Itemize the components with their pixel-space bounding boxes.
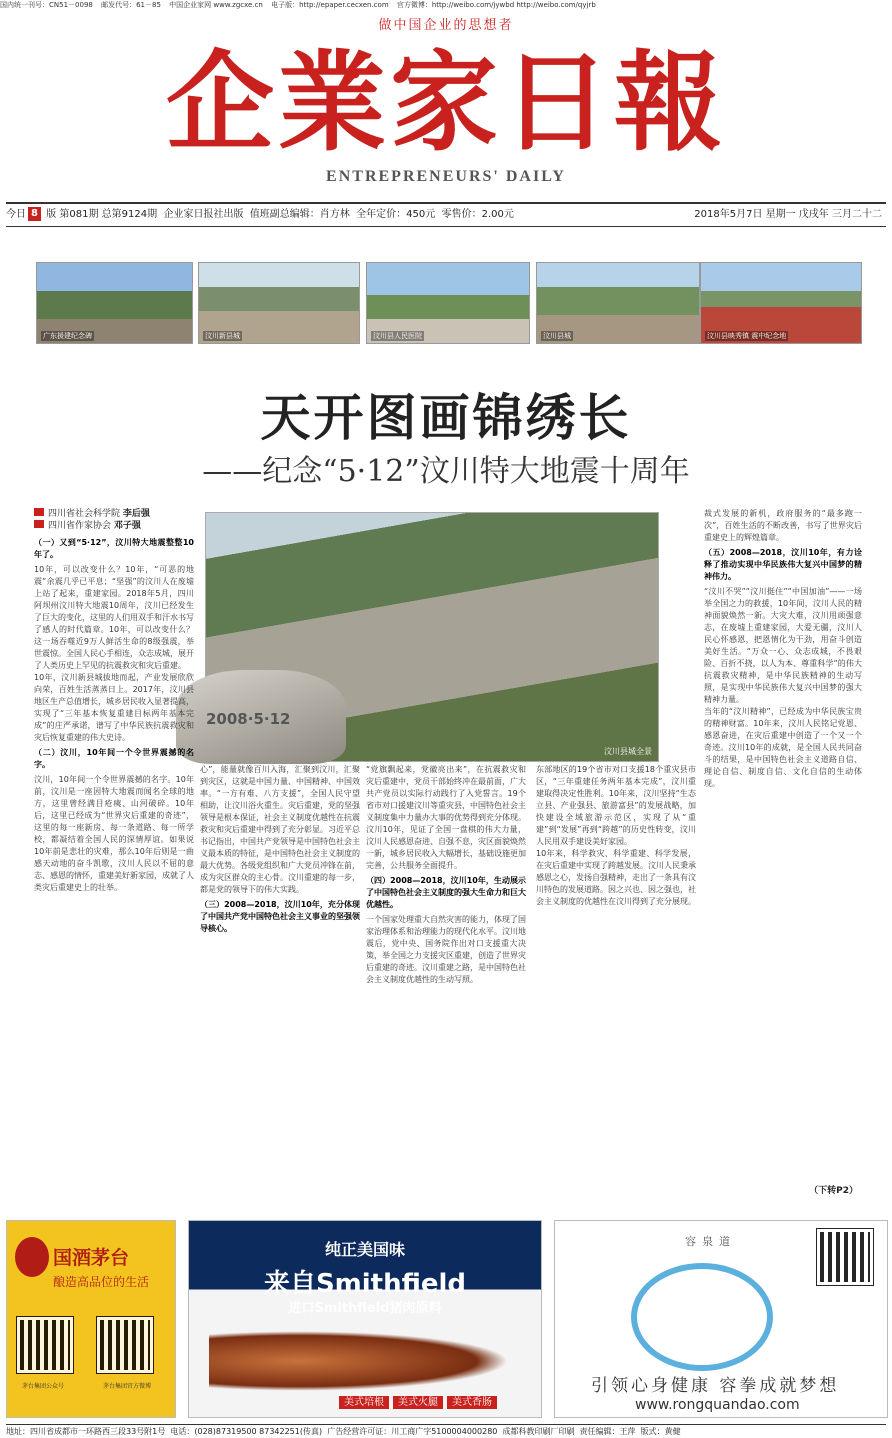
section-heading: （三）2008—2018，汶川10年，充分体现了中国共产党中国特色社会主义事业的坚强领导核心。 — [200, 900, 360, 933]
qr-code-icon[interactable] — [817, 1229, 873, 1285]
publisher: 企业家日报社出版 — [163, 209, 244, 220]
masthead-english: ENTREPRENEURS' DAILY — [326, 168, 566, 185]
article-column-5 — [704, 508, 862, 1182]
paragraph: 东部地区的19个省市对口支援18个重灾县市区，“三年重建任务两年基本完成”，汶川重建取得决定性胜利。10年来，汶川坚持“生态立县、产业强县、旅游富县”的发展战略，加快建设全域旅游示范区，实现了从“重建”到“发展”再到“跨越”的历史性转变，汶川人民用双手建设美好家园。 — [536, 765, 696, 846]
photo-town — [536, 262, 700, 344]
paragraph: “党旗飘起来，党徽亮出来”，在抗震救灾和灾后重建中，党员干部始终冲在最前面，广大共产党员以实际行动践行了入党誓言。19个省市对口援建汶川等重灾县，中国特色社会主义制度集中力量办大事的优势得到充分体现。汶川10年，见证了全国一盘棋的伟大力量，汶川人民感恩奋进、自强不息，灾区面貌焕然一新，城乡居民收入大幅增长，基础设施更加完善，公共服务全面提升。 — [366, 765, 526, 870]
aerial-caption: 汶川县城全景 — [604, 747, 652, 756]
paragraph: 汶川，10年间一个令世界震撼的名字。10年前，汶川是一座因特大地震而闻名全球的地方，这里曾经满目疮痍、山河破碎。10年后，这里已经成为“世界灾后重建的奇迹”，这里的每一座新房、每一条道路、每一所学校，都凝结着全国人民的深情厚谊。如果说10年前是悲壮的灾难，那么10年后则是一曲感天动地的奋斗凯歌，汶川人民以不屈的意志、感恩的情怀，重建美好新家园，成就了人类灾后重建史上的壮举。 — [34, 775, 194, 892]
food-image — [209, 1331, 509, 1391]
qr-code-icon[interactable] — [17, 1317, 73, 1373]
paragraph: 10年，可以改变什么？10年，“可恶的地震”余震几乎已平息；“坚强”的汶川人在废墟上站了起来，重建家园。2018年5月，四川阿坝州汶川特大地震10周年，汶川已经发生了巨大的变化，这里的人们用双手和汗水书写了感人的时代篇章。10年，可以改变什么？这一场吞噬近9万人鲜活生命的8级强震，举世震惊。全国人民心手相连，众志成城，展开了人类历史上罕见的抗震救灾和灾后重建。 — [34, 565, 194, 670]
annual-price: 全年定价：450元 — [356, 209, 436, 220]
paragraph: 裁式发展的新机，政府服务的“最多跑一次”，百姓生活的不断改善，书写了世界灾后重建史上的辉煌篇章。 — [704, 509, 862, 542]
photo-hospital — [366, 262, 530, 344]
product-tags — [339, 1393, 501, 1408]
stone-date: 2008·5·12 — [206, 710, 291, 728]
qr-code-icon[interactable] — [97, 1317, 153, 1373]
continued-marker[interactable]: （下转P2） — [809, 1186, 858, 1196]
rongquandao-name: 容泉道 — [685, 1235, 736, 1248]
photo-caption: 汶川县映秀镇 震中纪念地 — [707, 332, 787, 340]
product-tag: 美式火腿 — [393, 1396, 443, 1409]
maotai-brand: 国酒茅台 — [53, 1247, 130, 1269]
rongquandao-url[interactable]: www.rongquandao.com — [635, 1397, 800, 1413]
top-info-bar — [0, 0, 892, 10]
issue-number: 版 第081期 总第9124期 — [46, 209, 158, 220]
article-column-1 — [34, 534, 194, 1190]
byline-author: 四川省作家协会 邓子强 — [34, 520, 202, 532]
qr-caption: 茅台集团公众号 — [21, 1383, 64, 1390]
slogan: 做中国企业的思想者 — [378, 18, 514, 33]
paragraph: “汶川不哭”“汶川挺住”“中国加油”——一场举全国之力的救援，10年间，汶川人民的精神面貌焕然一新。大灾大难，汶川用顽强意志，在废墟上重建家园，大爱无疆，汶川人民心怀感恩，把恩情化为干劲，用奋斗创造美好生活。“万众一心、众志成城，不畏艰险、百折不挠，以人为本、尊重科学”的伟大抗震救灾精神，是中华民族精神的生动写照，是实现中华民族伟大复兴中国梦的强大精神力量。 — [704, 587, 862, 704]
paragraph: 10年来，科学救灾、科学重建、科学发展，在灾后重建中实现了跨越发展。汶川人民秉承感恩之心，发扬自强精神，走出了一条具有汶川特色的发展道路。因之兴也、因之强也，社会主义制度的优越性在汶川得到了充分展现。 — [536, 849, 696, 906]
article-column-3 — [366, 764, 526, 1190]
issue-info-bar — [6, 202, 886, 227]
footer-address: 地址：四川省成都市一环路西三段33号附1号 — [6, 1427, 166, 1436]
product-tag: 美式香肠 — [447, 1396, 497, 1409]
photo-caption: 汶川县城 — [543, 332, 571, 340]
smithfield-line2: 来自Smithfield — [263, 1269, 467, 1299]
ad-row — [6, 1220, 886, 1416]
rongquandao-ad[interactable] — [554, 1220, 888, 1418]
maotai-ad[interactable] — [6, 1220, 176, 1418]
product-tag: 美式培根 — [339, 1396, 389, 1409]
footer-bar — [6, 1424, 886, 1438]
paragraph: 10年，汶川新县城拔地而起，产业发展欣欣向荣，百姓生活蒸蒸日上。2017年，汶川县地区生产总值增长，城乡居民收入显著提高，实现了“三年基本恢复重建目标两年基本完成”的庄严承诺，谱写了中华民族抗震救灾和灾后恢复重建的伟大史诗。 — [34, 673, 194, 742]
epaper-link[interactable]: 电子版：http://epaper.cecxen.com — [271, 1, 389, 9]
masthead-title: 企業家日報 — [165, 40, 726, 166]
rongquandao-logo-icon — [631, 1263, 773, 1371]
subheadline: ——纪念“5·12”汶川特大地震十周年 — [202, 454, 690, 489]
byline-author: 四川省社会科学院 李后强 — [34, 508, 202, 520]
footer-license: 广告经营许可证：川工商广字5100004000280 — [327, 1427, 498, 1436]
photo-memorial — [36, 262, 193, 344]
byline — [34, 508, 202, 532]
qr-caption: 茅台集团官方微博 — [102, 1383, 151, 1390]
headline: 天开图画锦绣长 — [260, 388, 632, 447]
section-heading: （一）又到“5·12”，汶川特大地震整整10年了。 — [34, 538, 194, 559]
footer-printer: 成都科教印刷厂印刷 — [502, 1427, 575, 1436]
duty-editor: 值班副总编辑：肖方林 — [249, 209, 350, 220]
footer-editor: 责任编辑：王萍 — [579, 1427, 636, 1436]
retail-price: 零售价：2.00元 — [441, 209, 514, 220]
section-heading: （二）汶川，10年间一个令世界震撼的名字。 — [34, 748, 194, 769]
smithfield-line1: 纯正美国味 — [324, 1240, 405, 1259]
photo-caption: 汶川新县城 — [205, 332, 240, 340]
today-label: 今日 — [6, 209, 26, 220]
issue-date: 2018年5月7日 星期一 戊戌年 三月二十二 — [694, 209, 882, 220]
weibo-link[interactable]: 官方微博：http://weibo.com/jywbd http://weibo.com/qyjrb — [396, 1, 596, 9]
section-heading: （五）2008—2018，汶川10年，有力诠释了推动实现中华民族伟大复兴中国梦的精神伟力。 — [704, 548, 862, 581]
rongquandao-slogan: 引领心身健康 容拳成就梦想 — [591, 1376, 840, 1396]
smithfield-line3: 进口Smithfield猪肉原料 — [288, 1301, 442, 1316]
paragraph: 当年的“汶川精神”，已经成为中华民族宝贵的精神财富。10年来，汶川人民铭记党恩、感恩奋进，在灾后重建中创造了一个又一个奇迹。汶川10年的成就，是全国人民共同奋斗的结果，是中国特色社会主义道路自信、理论自信、制度自信、文化自信的生动体现。 — [704, 707, 862, 788]
maotai-logo-icon — [15, 1237, 49, 1277]
post-code: 邮发代号：61－85 — [101, 1, 161, 9]
cn-number: 国内统一刊号：CN51－0098 — [0, 1, 93, 9]
photo-yingxiu — [700, 262, 862, 344]
page-count-badge: 8 — [28, 207, 41, 221]
maotai-slogan: 酿造高品位的生活 — [53, 1275, 150, 1289]
footer-phone: 电话：(028)87319500 87342251(传真) — [170, 1427, 323, 1436]
article-column-4 — [536, 764, 696, 1190]
memorial-stone-photo — [176, 670, 346, 764]
website[interactable]: 中国企业家网 www.zgcxe.cn — [169, 1, 263, 9]
section-heading: （四）2008—2018，汶川10年，生动展示了中国特色社会主义制度的强大生命力和巨大优越性。 — [366, 876, 526, 909]
smithfield-ad[interactable] — [188, 1220, 542, 1418]
photo-new-county — [198, 262, 360, 344]
paragraph: 一个国家处理重大自然灾害的能力，体现了国家治理体系和治理能力的现代化水平。汶川地震后，党中央、国务院作出对口支援重大决策，举全国之力支援灾区重建，创造了世界灾后重建的奇迹。汶川重建之路，是中国特色社会主义制度优越性的生动写照。 — [366, 915, 526, 984]
paragraph: 心”，能量就像百川入海，汇聚到汶川，汇聚到灾区，这就是中国力量、中国精神、中国效率。“一方有难、八方支援”，全国人民守望相助，让汶川浴火重生。灾后重建，党的坚强领导是根本保证，社会主义制度优越性在抗震救灾和灾后重建中得到了充分彰显。习近平总书记指出，中国共产党领导是中国特色社会主义最本质的特征，是中国特色社会主义制度的最大优势。各级党组织和广大党员冲锋在前，成为灾区群众的主心骨。汶川重建的每一步，都是党的领导下的伟大实践。 — [200, 765, 360, 894]
footer-design: 版式：黄健 — [640, 1427, 681, 1436]
photo-caption: 广东援建纪念碑 — [43, 332, 92, 340]
photo-caption: 汶川县人民医院 — [373, 332, 422, 340]
article-column-2 — [200, 764, 360, 1190]
